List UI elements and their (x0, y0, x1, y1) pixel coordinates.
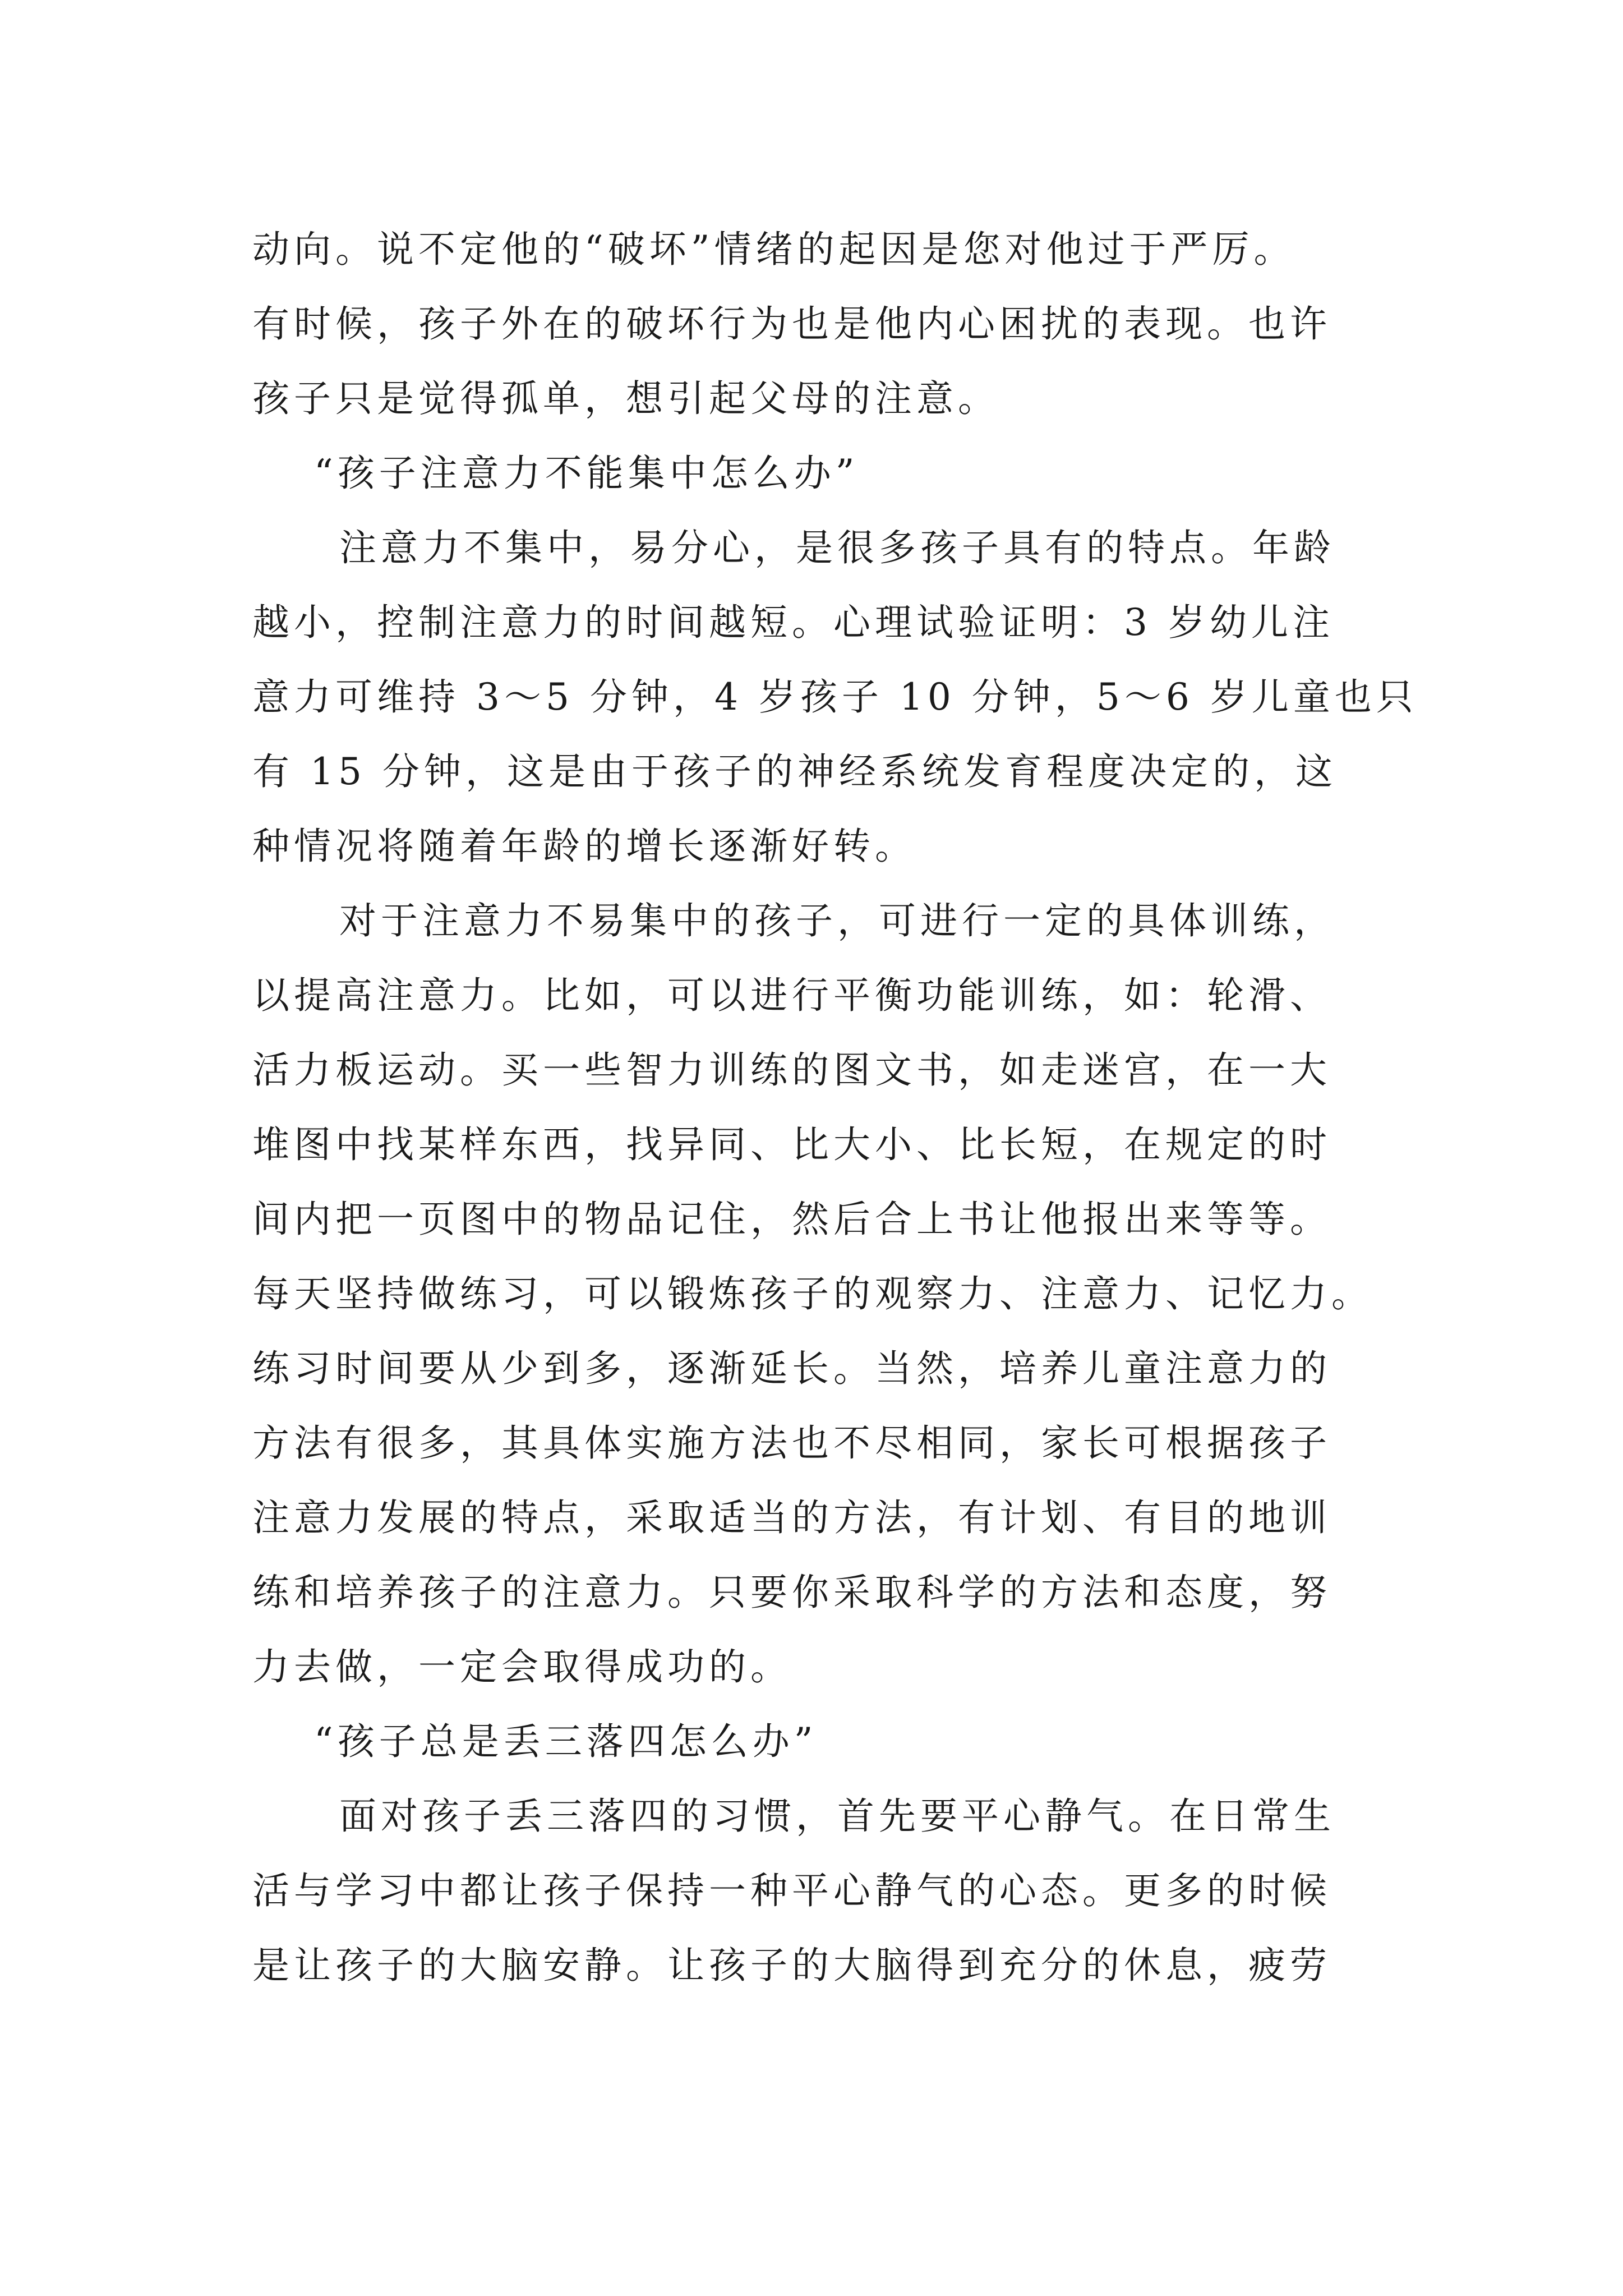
text-line: 练和培养孩子的注意力。只要你采取科学的方法和态度，努 (252, 1571, 1331, 1614)
text-line: 有时候，孩子外在的破坏行为也是他内心困扰的表现。也许 (252, 302, 1331, 346)
text-line: 意力可维持 3～5 分钟，4 岁孩子 10 分钟，5～6 岁儿童也只 (252, 675, 1418, 719)
text-line: 以提高注意力。比如，可以进行平衡功能训练，如：轮滑、 (252, 974, 1331, 1017)
section-heading: “孩子总是丢三落四怎么办” (314, 1720, 818, 1763)
text-line: 练习时间要从少到多，逐渐延长。当然，培养儿童注意力的 (252, 1347, 1331, 1390)
text-line: 活力板运动。买一些智力训练的图文书，如走迷宫，在一大 (252, 1048, 1331, 1092)
section-heading: “孩子注意力不能集中怎么办” (314, 452, 859, 495)
text-line: 动向。说不定他的“破坏”情绪的起因是您对他过于严厉。 (252, 228, 1295, 271)
text-line: 间内把一页图中的物品记住，然后合上书让他报出来等等。 (252, 1198, 1331, 1241)
text-line: 每天坚持做练习，可以锻炼孩子的观察力、注意力、记忆力。 (252, 1272, 1373, 1315)
text-line: 活与学习中都让孩子保持一种平心静气的心态。更多的时候 (252, 1869, 1331, 1912)
text-line: 种情况将随着年龄的增长逐渐好转。 (252, 825, 916, 868)
text-line: 对于注意力不易集中的孩子，可进行一定的具体训练， (339, 899, 1335, 942)
text-line: 面对孩子丢三落四的习惯，首先要平心静气。在日常生 (339, 1795, 1335, 1838)
text-line: 越小，控制注意力的时间越短。心理试验证明：3 岁幼儿注 (252, 601, 1334, 644)
text-line: 堆图中找某样东西，找异同、比大小、比长短，在规定的时 (252, 1123, 1331, 1166)
text-line: 注意力不集中，易分心，是很多孩子具有的特点。年龄 (339, 526, 1335, 569)
text-line: 方法有很多，其具体实施方法也不尽相同，家长可根据孩子 (252, 1421, 1331, 1465)
text-line: 是让孩子的大脑安静。让孩子的大脑得到充分的休息，疲劳 (252, 1944, 1331, 1987)
text-line: 孩子只是觉得孤单，想引起父母的注意。 (252, 377, 999, 420)
text-line: 力去做，一定会取得成功的。 (252, 1645, 792, 1688)
text-line: 注意力发展的特点，采取适当的方法，有计划、有目的地训 (252, 1496, 1331, 1539)
text-line: 有 15 分钟，这是由于孩子的神经系统发育程度决定的，这 (252, 750, 1337, 793)
